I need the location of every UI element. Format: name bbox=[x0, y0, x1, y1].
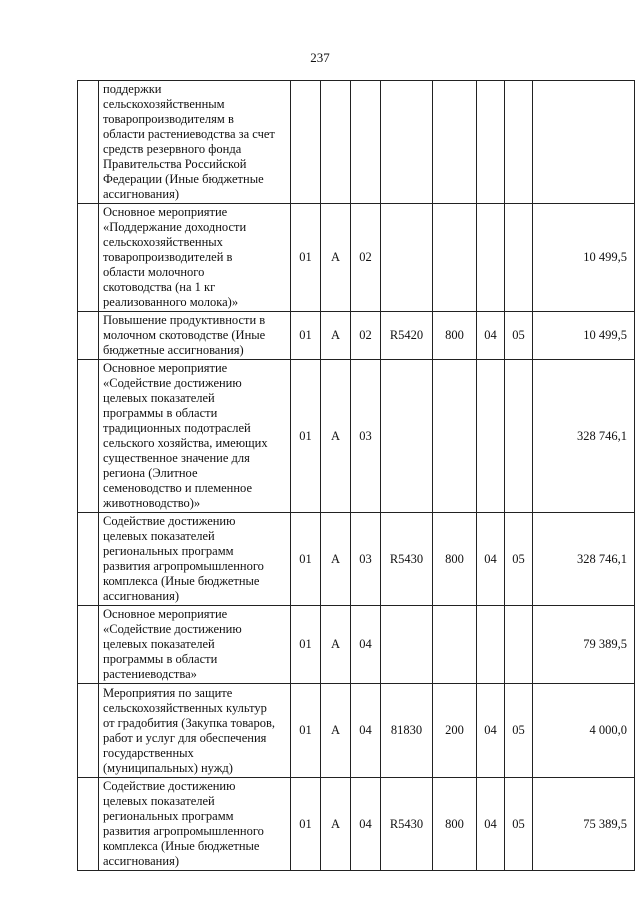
code-program-cell: 01 bbox=[291, 778, 321, 871]
table-row bbox=[78, 606, 635, 684]
code-subsection-cell bbox=[505, 81, 533, 204]
table-row bbox=[78, 684, 635, 778]
code-activity-cell: 03 bbox=[351, 513, 381, 606]
code-expense-type-cell bbox=[433, 204, 477, 312]
code-section-cell bbox=[477, 81, 505, 204]
code-direction-cell bbox=[381, 360, 433, 513]
code-direction-cell bbox=[381, 204, 433, 312]
code-expense-type-cell bbox=[433, 81, 477, 204]
code-activity-cell: 02 bbox=[351, 312, 381, 360]
table-row bbox=[78, 81, 635, 204]
code-activity-cell: 02 bbox=[351, 204, 381, 312]
row-number-cell bbox=[78, 778, 99, 871]
code-subprogram-cell: А bbox=[321, 778, 351, 871]
code-section-cell: 04 bbox=[477, 513, 505, 606]
code-program-cell: 01 bbox=[291, 204, 321, 312]
code-subprogram-cell: А bbox=[321, 204, 351, 312]
code-program-cell: 01 bbox=[291, 513, 321, 606]
code-section-cell: 04 bbox=[477, 684, 505, 778]
table-body bbox=[78, 81, 635, 871]
code-expense-type-cell: 800 bbox=[433, 778, 477, 871]
code-direction-cell bbox=[381, 81, 433, 204]
code-subsection-cell: 05 bbox=[505, 513, 533, 606]
row-number-cell bbox=[78, 513, 99, 606]
table-row bbox=[78, 312, 635, 360]
code-activity-cell: 04 bbox=[351, 778, 381, 871]
page-number: 237 bbox=[310, 50, 330, 65]
code-subsection-cell bbox=[505, 360, 533, 513]
code-program-cell: 01 bbox=[291, 684, 321, 778]
code-activity-cell: 04 bbox=[351, 606, 381, 684]
code-subprogram-cell: А bbox=[321, 312, 351, 360]
code-direction-cell: R5430 bbox=[381, 778, 433, 871]
code-activity-cell: 03 bbox=[351, 360, 381, 513]
row-name-cell: поддержки сельскохозяйственным товаропроизводителям в области растениеводства за счет средств резервного фонда Правительства Российской Федерации (Иные бюджетные ассигнования) bbox=[99, 81, 291, 204]
code-subsection-cell: 05 bbox=[505, 778, 533, 871]
code-subsection-cell: 05 bbox=[505, 312, 533, 360]
code-direction-cell bbox=[381, 606, 433, 684]
table-row bbox=[78, 360, 635, 513]
row-name-cell: Мероприятия по защите сельскохозяйственных культур от градобития (Закупка товаров, работ и услуг для обеспечения государственных (муниципальных) нужд) bbox=[99, 684, 291, 778]
code-section-cell bbox=[477, 606, 505, 684]
code-section-cell bbox=[477, 360, 505, 513]
code-activity-cell: 04 bbox=[351, 684, 381, 778]
code-program-cell: 01 bbox=[291, 312, 321, 360]
row-name-cell: Основное мероприятие «Содействие достижению целевых показателей программы в области растениеводства» bbox=[99, 606, 291, 684]
code-subprogram-cell: А bbox=[321, 684, 351, 778]
code-section-cell: 04 bbox=[477, 312, 505, 360]
code-subsection-cell: 05 bbox=[505, 684, 533, 778]
row-number-cell bbox=[78, 81, 99, 204]
amount-cell bbox=[533, 81, 635, 204]
row-name-cell: Содействие достижению целевых показателей региональных программ развития агропромышленного комплекса (Иные бюджетные ассигнования) bbox=[99, 778, 291, 871]
code-subprogram-cell bbox=[321, 81, 351, 204]
code-subprogram-cell: А bbox=[321, 513, 351, 606]
row-name-cell: Основное мероприятие «Содействие достижению целевых показателей программы в области традиционных подотраслей сельского хозяйства, имеющих существенное значение для региона (Элитное семеноводство и племенное животноводство)» bbox=[99, 360, 291, 513]
budget-table bbox=[77, 80, 635, 871]
code-program-cell: 01 bbox=[291, 360, 321, 513]
code-expense-type-cell: 800 bbox=[433, 312, 477, 360]
row-name-cell: Содействие достижению целевых показателей региональных программ развития агропромышленного комплекса (Иные бюджетные ассигнования) bbox=[99, 513, 291, 606]
code-expense-type-cell bbox=[433, 606, 477, 684]
row-name-cell: Основное мероприятие «Поддержание доходности сельскохозяйственных товаропроизводителей в области молочного скотоводства (на 1 кг реализованного молока)» bbox=[99, 204, 291, 312]
code-expense-type-cell: 200 bbox=[433, 684, 477, 778]
amount-cell: 75 389,5 bbox=[533, 778, 635, 871]
table-row bbox=[78, 204, 635, 312]
amount-cell: 79 389,5 bbox=[533, 606, 635, 684]
row-number-cell bbox=[78, 204, 99, 312]
code-section-cell bbox=[477, 204, 505, 312]
amount-cell: 328 746,1 bbox=[533, 513, 635, 606]
code-subprogram-cell: А bbox=[321, 360, 351, 513]
table-row bbox=[78, 513, 635, 606]
code-expense-type-cell: 800 bbox=[433, 513, 477, 606]
code-subsection-cell bbox=[505, 606, 533, 684]
row-number-cell bbox=[78, 684, 99, 778]
code-activity-cell bbox=[351, 81, 381, 204]
code-direction-cell: R5430 bbox=[381, 513, 433, 606]
row-number-cell bbox=[78, 606, 99, 684]
code-program-cell: 01 bbox=[291, 606, 321, 684]
amount-cell: 10 499,5 bbox=[533, 204, 635, 312]
amount-cell: 4 000,0 bbox=[533, 684, 635, 778]
code-section-cell: 04 bbox=[477, 778, 505, 871]
code-expense-type-cell bbox=[433, 360, 477, 513]
row-name-cell: Повышение продуктивности в молочном скотоводстве (Иные бюджетные ассигнования) bbox=[99, 312, 291, 360]
code-subprogram-cell: А bbox=[321, 606, 351, 684]
row-number-cell bbox=[78, 360, 99, 513]
code-program-cell bbox=[291, 81, 321, 204]
row-number-cell bbox=[78, 312, 99, 360]
amount-cell: 10 499,5 bbox=[533, 312, 635, 360]
code-subsection-cell bbox=[505, 204, 533, 312]
code-direction-cell: R5420 bbox=[381, 312, 433, 360]
code-direction-cell: 81830 bbox=[381, 684, 433, 778]
amount-cell: 328 746,1 bbox=[533, 360, 635, 513]
table-row bbox=[78, 778, 635, 871]
